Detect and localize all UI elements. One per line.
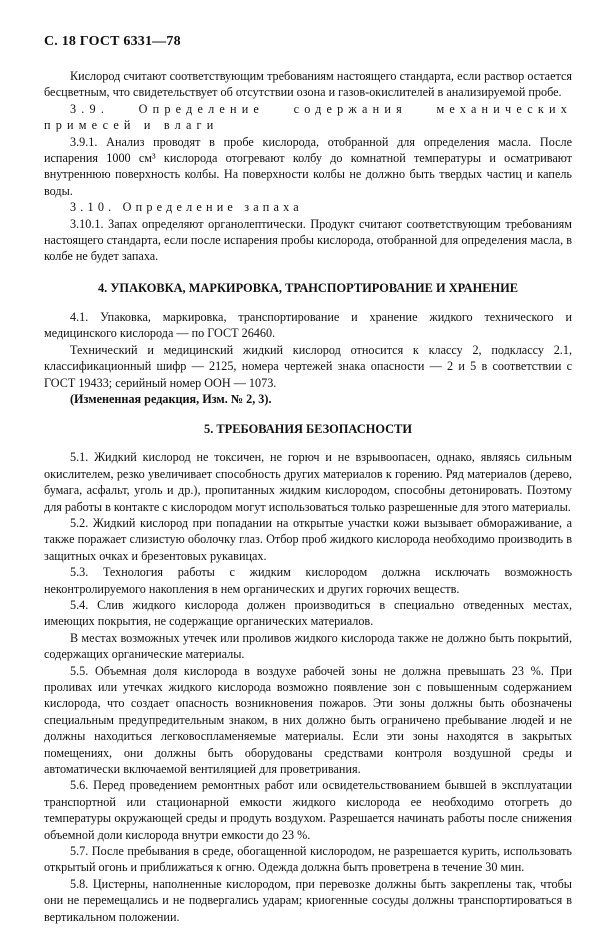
clause-4-1: 4.1. Упаковка, маркировка, транспортирование и хранение жидкого технического и медицинского кислорода — по ГОСТ 26460. bbox=[44, 309, 572, 341]
clause-3-10-heading: 3.10. Определение запаха bbox=[70, 200, 303, 215]
section-4-title: 4. УПАКОВКА, МАРКИРОВКА, ТРАНСПОРТИРОВАНИЕ И ХРАНЕНИЕ bbox=[97, 280, 519, 295]
clause-5-8: 5.8. Цистерны, наполненные кислородом, при перевозке должны быть закреплены так, чтобы они не перемещались и не подвергались ударам; криогенные сосуды должны транспортироваться в вертикальном положении. bbox=[44, 876, 572, 924]
clause-5-1: 5.1. Жидкий кислород не токсичен, не горюч и не взрывоопасен, однако, являясь сильным окислителем, резко увеличивает способность других материалов к горению. Ряд материалов (дерево, бумага, асфальт, уголь и др.), пропитанных жидким кислородом, способны детонировать. Поэтому для работы в контакте с кислородом могут использоваться только разрешенные для этого материалы. bbox=[44, 450, 572, 514]
paragraph-continuation: Кислород считают соответствующим требованиям настоящего стандарта, если раствор остается бесцветным, что свидетельствует об отсутствии озона и газов-окислителей в анализируемой пробе. bbox=[44, 69, 572, 100]
clause-3-9-1: 3.9.1. Анализ проводят в пробе кислорода, отобранной для определения масла. После испарения 1000 см³ кислорода отогревают колбу до комнатной температуры и осматривают внутреннюю поверхность колбы. На поверхности колбы не должно быть твердых частиц и капель воды. bbox=[44, 134, 572, 198]
clause-5-7: 5.7. После пребывания в среде, обогащенной кислородом, не разрешается курить, использовать открытый огонь и приближаться к огню. Одежда должна быть проветрена в течение 30 мин. bbox=[44, 844, 572, 875]
page-header: С. 18 ГОСТ 6331—78 bbox=[44, 34, 181, 49]
clause-5-4-continuation: В местах возможных утечек или проливов жидкого кислорода также не должно быть покрытий, содержащих органические материалы. bbox=[44, 630, 572, 662]
clause-4-1-classification: Технический и медицинский жидкий кислород относится к классу 2, подклассу 2.1, классификационный шифр — 2125, номера чертежей знака опасности — 2 и 5 в соответствии с ГОСТ 19433; серийный номер ООН — 1073. bbox=[44, 342, 572, 390]
clause-5-6: 5.6. Перед проведением ремонтных работ или освидетельствованием бывшей в эксплуатации транспортной или стационарной емкости жидкого кислорода ее необходимо отогреть до температуры окружающей среды и продуть воздухом. Разрешается начинать работы после снижения объемной доли кислорода внутри емкости до 23 %. bbox=[44, 778, 572, 842]
clause-5-2: 5.2. Жидкий кислород при попадании на открытые участки кожи вызывает обмораживание, а также поражает слизистую оболочку глаз. Отбор проб жидкого кислорода необходимо производить в защитных очках и брезентовых рукавицах. bbox=[44, 515, 572, 563]
amendment-note: (Измененная редакция, Изм. № 2, 3). bbox=[70, 391, 272, 406]
clause-5-5: 5.5. Объемная доля кислорода в воздухе рабочей зоны не должна превышать 23 %. При проливах или утечках жидкого кислорода возможно появление зон с повышенным содержанием кислорода, что создает опасность возникновения пожаров. Эти зоны должны быть обозначены специальным предупредительным знаком, в них должно быть ограничено пребывание людей и не должны находиться легковоспламеняемые материалы. Если эти зоны находятся в закрытых помещениях, они должны быть оборудованы средствами контроля воздушной среды и автоматически включаемой вентиляцией для проветривания. bbox=[44, 663, 572, 777]
section-5-title: 5. ТРЕБОВАНИЯ БЕЗОПАСНОСТИ bbox=[204, 422, 412, 437]
document-body bbox=[44, 68, 572, 925]
clause-5-4: 5.4. Слив жидкого кислорода должен производиться в специально отведенных местах, имеющих покрытия, не содержащие органических материалов. bbox=[44, 597, 572, 629]
clause-3-9-heading: 3.9. Определение содержания механических примесей и влаги bbox=[44, 101, 572, 133]
clause-5-3: 5.3. Технология работы с жидким кислородом должна исключать возможность неконтролируемого накопления в нем органических и других горючих веществ. bbox=[44, 565, 572, 596]
clause-3-10-1: 3.10.1. Запах определяют органолептически. Продукт считают соответствующим требованиям настоящего стандарта, если после испарения пробы кислорода, отобранной для определения масла, в колбе не будет запаха. bbox=[44, 216, 572, 264]
